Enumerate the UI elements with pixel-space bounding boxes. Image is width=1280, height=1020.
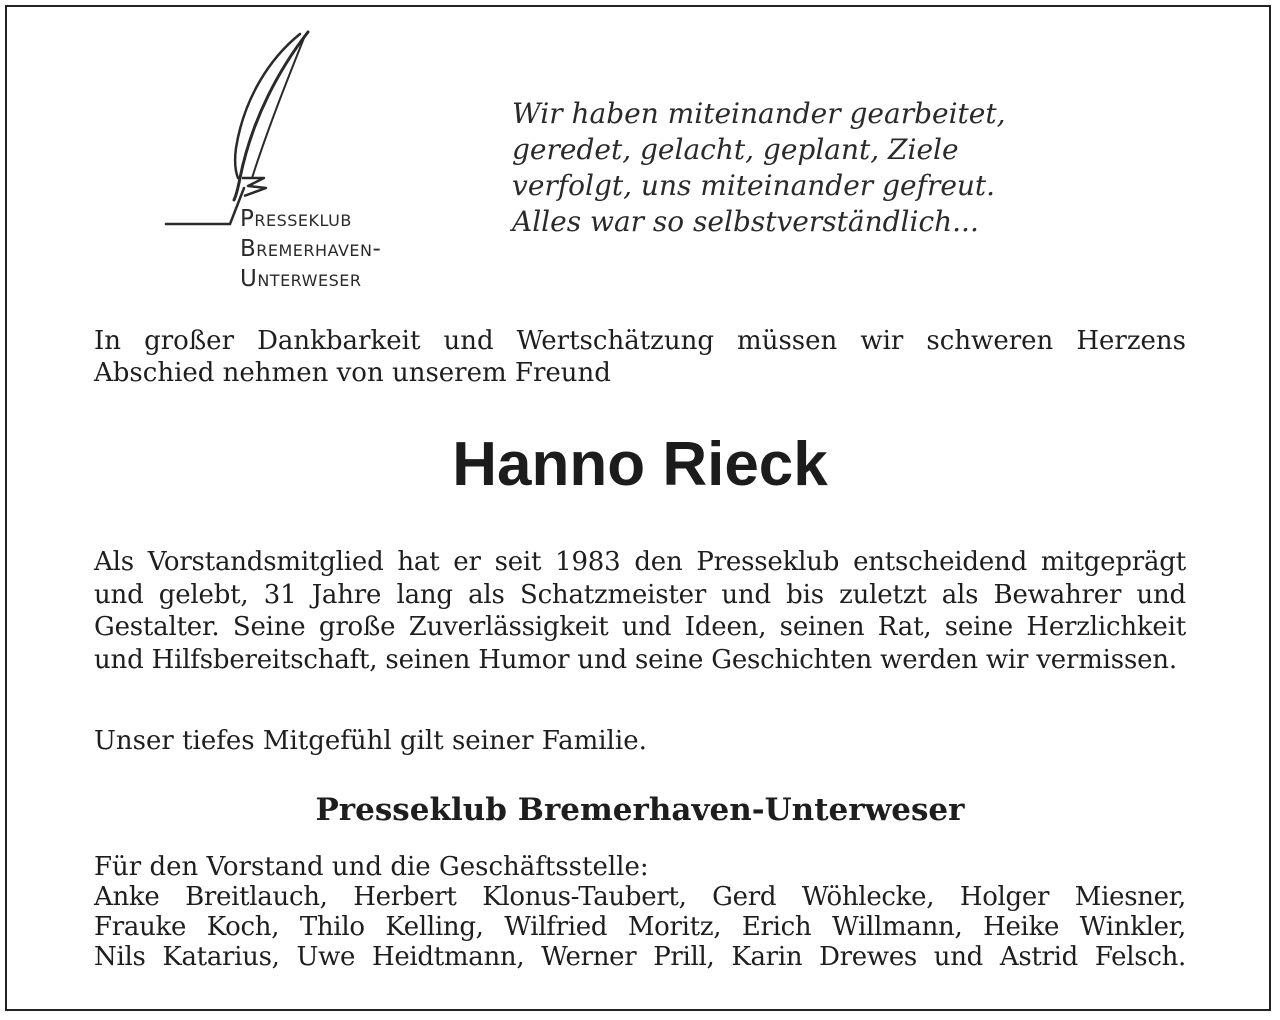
signoff-label: Für den Vorstand und die Geschäftsstelle: — [94, 852, 649, 882]
intro-paragraph: In großer Dankbarkeit und Wertschätzung müssen wir schweren Herzens Abschied nehmen von unserem Freund — [94, 326, 1186, 388]
signatory-line-2: Frauke Koch, Thilo Kelling, Wilfried Moritz, Erich Willmann, Heike Winkler, — [94, 912, 1186, 942]
logo-wordmark — [240, 204, 381, 294]
logo-line-1: Presseklub — [240, 206, 352, 232]
memorial-quote — [512, 96, 1006, 240]
organization-name: Presseklub Bremerhaven-Unterweser — [315, 792, 965, 828]
signatory-line-3: Nils Katarius, Uwe Heidtmann, Werner Prill, Karin Drewes und Astrid Felsch. — [94, 942, 1186, 972]
signatory-names — [94, 882, 1186, 972]
logo-line-2: Bremerhaven- — [240, 236, 382, 262]
deceased-name: Hanno Rieck — [452, 430, 828, 499]
logo-line-3: Unterweser — [240, 266, 362, 292]
signatory-line-1: Anke Breitlauch, Herbert Klonus-Taubert, Gerd Wöhlecke, Holger Miesner, — [94, 882, 1186, 912]
quote-line-3: verfolgt, uns miteinander gefreut. — [512, 169, 996, 202]
quote-line-2: geredet, gelacht, geplant, Ziele — [512, 133, 959, 166]
quote-line-4: Alles war so selbstverständlich... — [512, 205, 979, 238]
condolence-line: Unser tiefes Mitgefühl gilt seiner Familie. — [94, 726, 647, 756]
presseklub-logo — [160, 28, 420, 298]
tribute-paragraph: Als Vorstandsmitglied hat er seit 1983 den Presseklub entscheidend mitgeprägt und gelebt, 31 Jahre lang als Schatzmeister und bis zuletzt als Bewahrer und Gestalter. Seine große Zuverlässigkeit und Ideen, seinen Rat, seine Herzlichkeit und Hilfsbereitschaft, seinen Humor und seine Geschichten werden wir vermissen. — [94, 547, 1186, 675]
quote-line-1: Wir haben miteinander gearbeitet, — [512, 97, 1006, 130]
